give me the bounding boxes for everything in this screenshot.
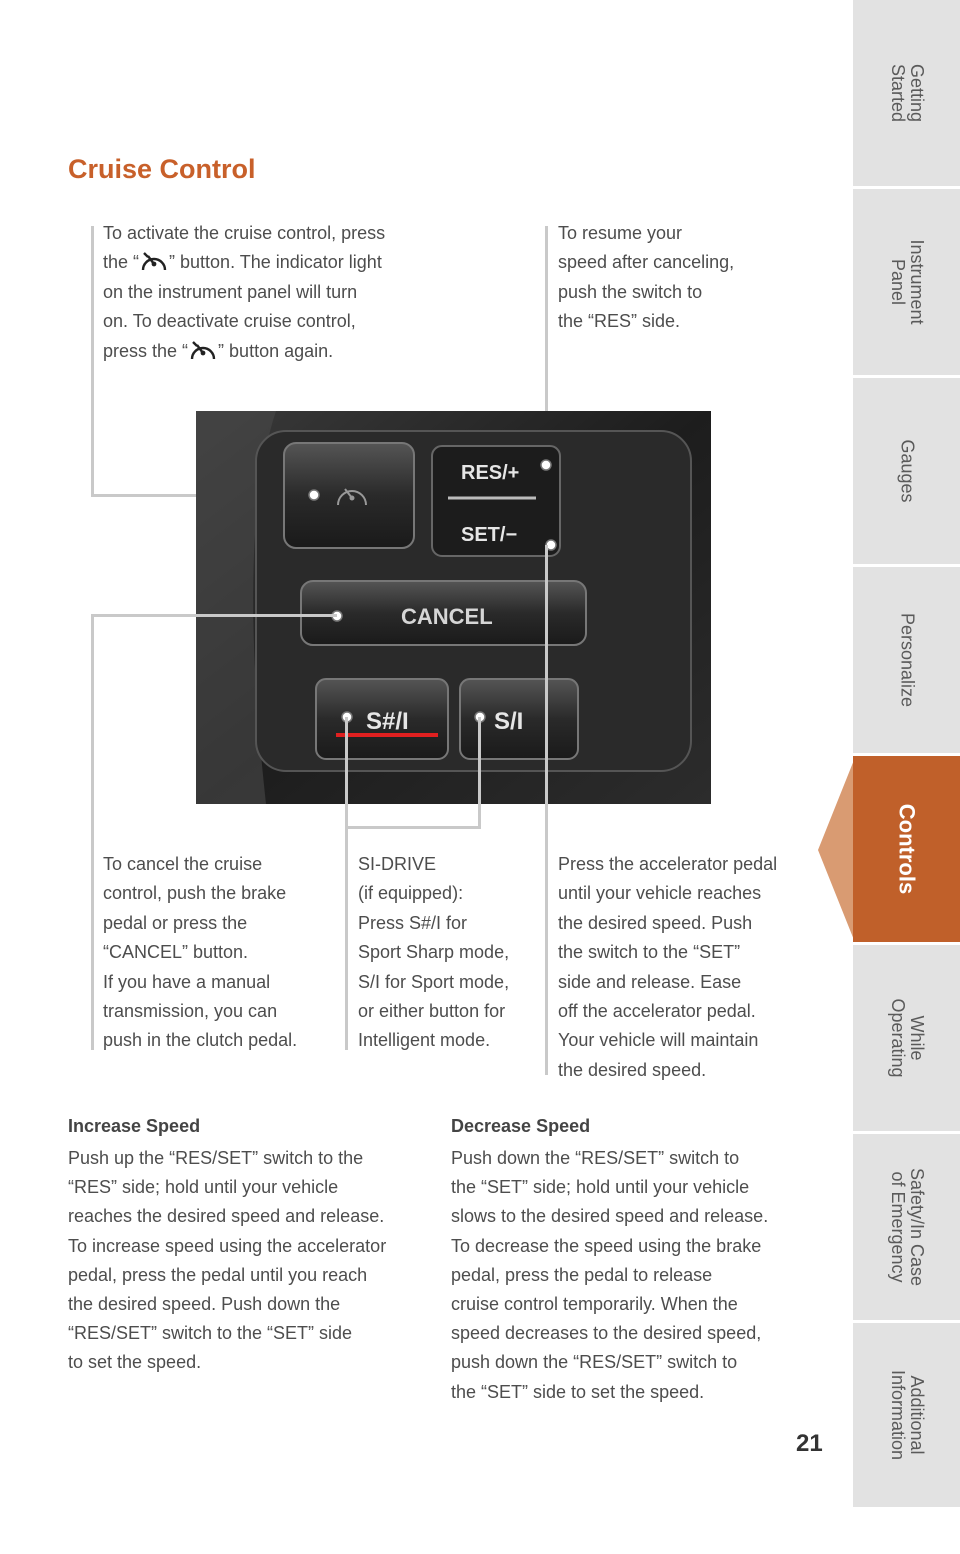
callout-line: Press the accelerator pedal (558, 854, 778, 874)
page-number: 21 (796, 1430, 823, 1457)
body-line: to set the speed. (68, 1352, 202, 1373)
callout-line: (if equipped): (358, 883, 464, 904)
body-line: cruise control temporarily. When the (451, 1294, 738, 1315)
callout-line: off the accelerator pedal. (558, 1001, 756, 1022)
callout-sidrive (358, 850, 509, 1056)
callout-line: push in the clutch pedal. (103, 1030, 298, 1051)
tab-while-operating[interactable] (853, 945, 960, 1134)
callout-set (558, 850, 777, 1085)
callout-line: speed after canceling, (558, 252, 735, 273)
callout-cancel (103, 850, 297, 1056)
body-line: pedal, press the pedal until you reach (68, 1264, 368, 1285)
body-line: the desired speed. Push down the (68, 1294, 341, 1315)
tab-gauges[interactable] (853, 378, 960, 567)
active-tab-indicator (818, 760, 854, 940)
tab-controls[interactable] (853, 756, 960, 945)
callout-line: To activate the cruise control, press (103, 223, 386, 243)
callout-line: push the switch to (558, 281, 703, 302)
body-line: push down the “RES/SET” switch to (451, 1352, 738, 1373)
body-line: Push up the “RES/SET” switch to the (68, 1148, 364, 1168)
callout-activate (103, 219, 385, 366)
callout-line: transmission, you can (103, 1001, 278, 1022)
body-line: “RES/SET” switch to the “SET” side (68, 1323, 353, 1344)
body-line: the “SET” side; hold until your vehicle (451, 1177, 750, 1198)
tab-label: While Operating (887, 998, 927, 1078)
callout-line: the “RES” side. (558, 311, 681, 332)
callout-line: or either button for (358, 1001, 506, 1022)
callout-line-activate (91, 226, 94, 497)
callout-line: To cancel the cruise (103, 854, 263, 874)
body-line: pedal, press the pedal to release (451, 1264, 713, 1285)
page-title: Cruise Control (68, 154, 256, 184)
callout-line: on. To deactivate cruise control, (103, 311, 356, 332)
callout-line: the desired speed. Push (558, 912, 753, 933)
body-line: the “SET” side to set the speed. (451, 1381, 705, 1402)
callout-line: pedal or press the (103, 912, 248, 933)
section-sidebar (853, 0, 960, 1510)
callout-line: Sport Sharp mode, (358, 942, 510, 963)
callout-line: “CANCEL” button. (103, 942, 249, 963)
steering-controls-photo (196, 411, 711, 804)
decrease-speed-heading: Decrease Speed (451, 1116, 591, 1136)
tab-additional-information[interactable] (853, 1323, 960, 1510)
callout-line-cancel-h (91, 614, 337, 617)
callout-line: control, push the brake (103, 883, 287, 904)
callout-line: Intelligent mode. (358, 1030, 491, 1051)
body-line: To decrease the speed using the brake (451, 1235, 762, 1256)
tab-label: Gauges (897, 439, 917, 503)
callout-line-sidrive-right (478, 717, 481, 829)
body-line: “RES” side; hold until your vehicle (68, 1177, 339, 1198)
tab-label: Safety/In Case of Emergency (887, 1167, 927, 1287)
callout-line: Your vehicle will maintain (558, 1030, 759, 1051)
callout-line: If you have a manual (103, 971, 271, 992)
cruise-control-icon (139, 250, 169, 274)
callout-line: until your vehicle reaches (558, 883, 762, 904)
body-line: Push down the “RES/SET” switch to (451, 1148, 740, 1168)
callout-line-sidrive-left (345, 717, 348, 1050)
body-line: reaches the desired speed and release. (68, 1206, 385, 1227)
callout-line: S/I for Sport mode, (358, 971, 510, 992)
increase-speed-text (68, 1144, 386, 1378)
callout-line: on the instrument panel will turn (103, 281, 358, 302)
tab-safety-emergency[interactable] (853, 1134, 960, 1323)
callout-line: SI-DRIVE (358, 854, 437, 874)
tab-getting-started[interactable] (853, 0, 960, 189)
s-sharp-label: S#/I (366, 708, 409, 735)
decrease-speed-text (451, 1144, 768, 1407)
cruise-control-icon (188, 339, 218, 363)
callout-line: the “ ” button. The indicator light (103, 252, 382, 273)
callout-line-sidrive-h (345, 826, 481, 829)
callout-line: Press S#/I for (358, 912, 468, 933)
tab-label: Controls (894, 803, 919, 895)
cancel-label: CANCEL (401, 604, 493, 629)
s-label: S/I (494, 708, 524, 735)
body-line: To increase speed using the accelerator (68, 1235, 387, 1256)
body-line: speed decreases to the desired speed, (451, 1323, 762, 1344)
set-label: SET/− (461, 524, 518, 546)
callout-line-set (545, 545, 548, 1075)
callout-line: press the “ ” button again. (103, 340, 334, 361)
tab-label: Personalize (897, 612, 917, 708)
tab-personalize[interactable] (853, 567, 960, 756)
tab-instrument-panel[interactable] (853, 189, 960, 378)
tab-label: Getting Started (887, 63, 927, 123)
increase-speed-heading: Increase Speed (68, 1116, 201, 1136)
tab-label: Additional Information (887, 1369, 927, 1461)
callout-line: To resume your (558, 223, 683, 243)
callout-line: the switch to the “SET” (558, 942, 741, 963)
res-label: RES/+ (461, 462, 520, 484)
callout-resume (558, 219, 734, 337)
callout-line: the desired speed. (558, 1059, 707, 1080)
tab-label: Instrument Panel (887, 239, 927, 325)
callout-line-cancel (91, 614, 94, 1050)
callout-line: side and release. Ease (558, 971, 742, 992)
body-line: slows to the desired speed and release. (451, 1206, 769, 1227)
